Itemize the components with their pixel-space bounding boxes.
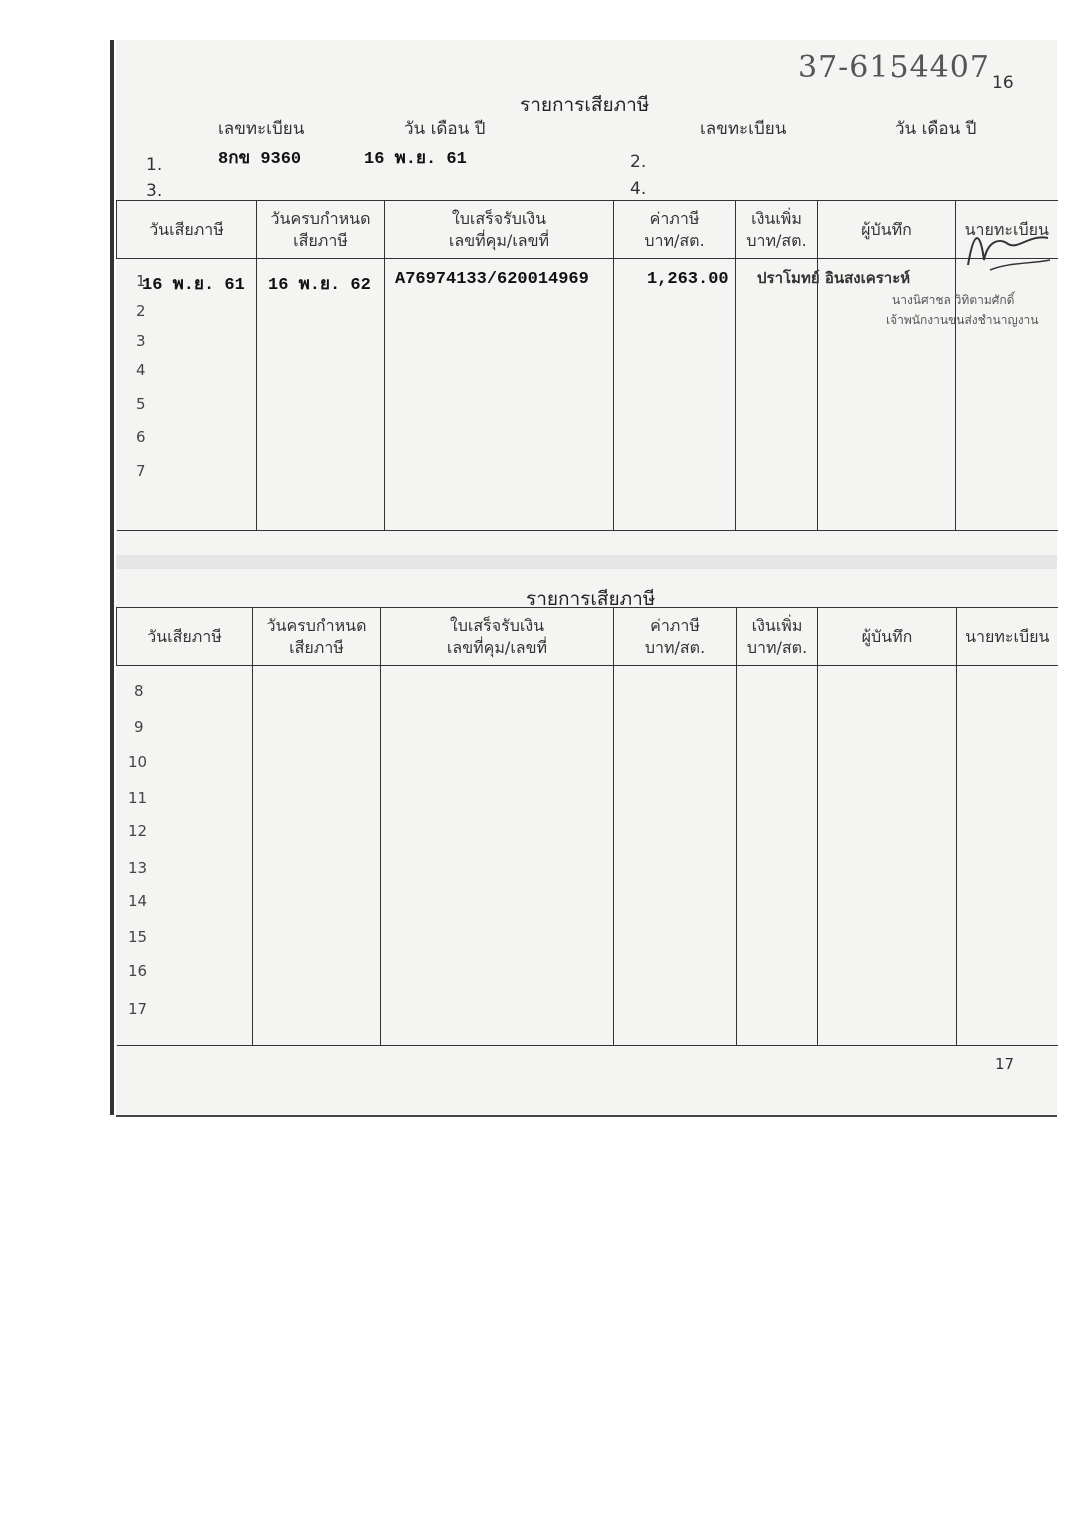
row-number-12: 12 — [128, 822, 148, 840]
row-number-7: 7 — [136, 462, 146, 480]
section1-title: รายการเสียภาษี — [520, 94, 650, 116]
header2-receipt: ใบเสร็จรับเงิน เลขที่คุม/เลขที่ — [381, 608, 614, 666]
tax-table-2 — [116, 607, 1058, 1046]
header-receipt: ใบเสร็จรับเงิน เลขที่คุม/เลขที่ — [385, 201, 614, 259]
header2-paid-date: วันเสียภาษี — [117, 608, 253, 666]
row-number-17: 17 — [128, 1000, 148, 1018]
page-number-bottom: 17 — [995, 1055, 1015, 1073]
reg-label-right: เลขทะเบียน — [700, 119, 787, 139]
registrar-stamp-name: นางนิศาชล วิทิตามศักดิ์ — [892, 293, 1015, 307]
tax-table-1 — [116, 200, 1058, 531]
row-number-3: 3 — [136, 332, 146, 350]
header-due-date: วันครบกำหนด เสียภาษี — [257, 201, 385, 259]
record-receipt: A76974133/620014969 — [395, 270, 589, 289]
entry-1-date: 16 พ.ย. 61 — [364, 150, 467, 169]
row-number-4: 4 — [136, 361, 146, 379]
row-number-16: 16 — [128, 962, 148, 980]
date-label-right: วัน เดือน ปี — [895, 119, 977, 139]
header-tax: ค่าภาษี บาท/สต. — [614, 201, 736, 259]
row-number-10: 10 — [128, 753, 148, 771]
page-binding-edge — [110, 40, 114, 1115]
entry-3-no: 3. — [146, 181, 163, 201]
row-number-14: 14 — [128, 892, 148, 910]
row-number-13: 13 — [128, 859, 148, 877]
recorder-stamp: ปราโมทย์ อินสงเคราะห์ — [757, 269, 911, 287]
row-number-15: 15 — [128, 928, 148, 946]
header-extra: เงินเพิ่ม บาท/สต. — [736, 201, 818, 259]
entry-1-reg: 8กข 9360 — [218, 150, 302, 169]
date-label-left: วัน เดือน ปี — [404, 119, 486, 139]
row-number-5: 5 — [136, 395, 146, 413]
header2-registrar: นายทะเบียน — [957, 608, 1058, 666]
row-number-2: 2 — [136, 302, 146, 320]
row-number-9: 9 — [134, 718, 144, 736]
header2-due-date: วันครบกำหนด เสียภาษี — [253, 608, 381, 666]
registrar-stamp-title: เจ้าพนักงานขนส่งชำนาญงาน — [886, 313, 1039, 327]
row-number-8: 8 — [134, 682, 144, 700]
header-paid-date: วันเสียภาษี — [117, 201, 257, 259]
row-number-1: 1 — [136, 272, 146, 290]
handwritten-registration-number: 37-6154407 — [798, 50, 990, 85]
record-due-date: 16 พ.ย. 62 — [268, 276, 371, 295]
entry-2-no: 2. — [630, 152, 647, 172]
row-number-11: 11 — [128, 789, 148, 807]
row-number-6: 6 — [136, 428, 146, 446]
header-registrar: นายทะเบียน — [956, 201, 1058, 259]
header2-extra: เงินเพิ่ม บาท/สต. — [737, 608, 818, 666]
section2-title: รายการเสียภาษี — [526, 588, 656, 610]
reg-label-left: เลขทะเบียน — [218, 119, 305, 139]
entry-1-no: 1. — [146, 155, 163, 175]
registrar-signature — [960, 220, 1055, 280]
record-tax: 1,263.00 — [647, 270, 729, 289]
section-divider — [116, 555, 1057, 569]
record-paid-date: 16 พ.ย. 61 — [142, 276, 245, 295]
header2-recorder: ผู้บันทึก — [818, 608, 957, 666]
header-recorder: ผู้บันทึก — [818, 201, 956, 259]
page-number-top: 16 — [992, 73, 1014, 93]
entry-4-no: 4. — [630, 179, 647, 199]
header2-tax: ค่าภาษี บาท/สต. — [614, 608, 737, 666]
